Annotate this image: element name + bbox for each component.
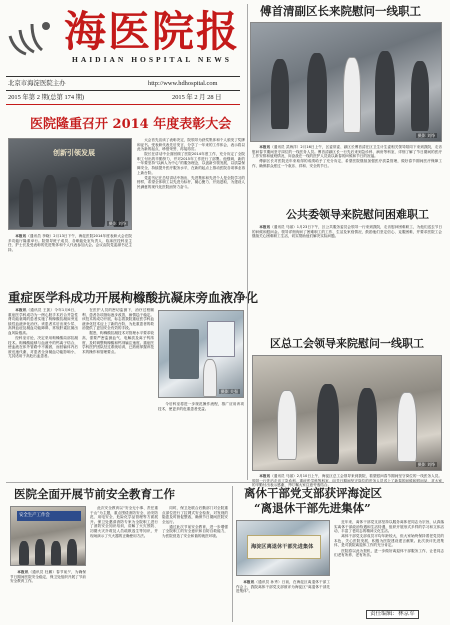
masthead-subtitle-en: HAIDIAN HOSPITAL NEWS — [72, 55, 232, 64]
hospital-logo-icon — [6, 14, 62, 60]
headline-icu: 重症医学科成功开展枸橼酸抗凝床旁血液净化 — [8, 290, 259, 305]
article-icu-body-col3: 今后科室将进一步规范操作流程，推广应用该项技术，使更多的危重患者受益。 — [158, 402, 244, 411]
masthead-website: http://www.hdhospital.com — [148, 80, 218, 87]
masthead-sponsor: 北京市海淀医院主办 — [8, 80, 66, 87]
photo-retirees-plaque — [236, 520, 330, 576]
article-safety-body-col2: 此次安全教育以“安全无小事、责任重于山”为主题，重点围绕消防安全、治安防范、用电安全、危险化学品管理等方面展开。保卫处邀请消防专家为全院职工进行了消防安全知识培训，讲解了火灾预防、初期火灾扑救及人员疏散逃生等知识，并现场演示了灭火器的正确使用方法。 — [90, 506, 158, 538]
headline-retirees-line2: “离退休干部先进集体” — [254, 501, 371, 515]
article-awards-body-col1: 本报讯（通讯员 李晓）2月13日下午，海淀医院2014年度表彰大会在院多功能厅隆重举行。院领导班子成员、各职能处室负责人、临床医技科室主任、护士长及受表彰的先进集体和个人代表参加大会。会议由院党委副书记主持。 — [8, 234, 132, 252]
article-retirees-body-col1: 本报讯（通讯员 孙秀）日前，在海淀区离退休干部工作会上，我院离休干部党支部被评为海淀区“离退休干部先进集体”。 — [236, 580, 330, 594]
headline-visit-union: 区总工会领导来院慰问一线职工 — [270, 337, 424, 350]
masthead-title: 海医院报 — [64, 7, 241, 56]
article-safety-body-col3: 同时，保卫处联合后勤部门对全院重点部位进行了拉网式安全检查，对发现的隐患及时督促整改，确保节日期间医院安全运行。 通过此次节前安全教育，进一步增强了全院职工的安全意识和自防自救能力，为医院营造了安全和谐的就医环境。 — [162, 506, 228, 539]
headline-awards: 医院隆重召开 2014 年度表彰大会 — [30, 117, 232, 132]
photo-visit-fu — [250, 22, 442, 142]
article-visit-committee-body: 本报讯（通讯员 马丽）1月23日下午，区公共服务委员会领导一行来到我院，走访慰问困难职工，为他们送去节日的问候和慰问金。领导详细询问了困难职工的工作、生活及家庭情况，鼓励他们坚定信心、克服困难，并要求医院工会继续关心困难职工生活，切实帮助他们解决实际问题。 — [252, 225, 442, 239]
photo-credit: 摄影 刘铮 — [417, 462, 435, 467]
masthead-rule — [6, 90, 240, 91]
photo-credit: 摄影 刘铮 — [108, 221, 126, 226]
photo-credit: 摄影 刘铮 — [417, 133, 435, 138]
photo-safety — [10, 506, 86, 566]
headline-visit-fu: 傅首清副区长来院慰问一线职工 — [260, 4, 421, 18]
headline-visit-committee: 公共委领导来院慰问困难职工 — [286, 208, 429, 221]
article-icu-body-col2: 在医护人员的密切监测下，治疗过程顺利，患者各项指标逐步改善，病情趋于稳定。该技术的成功开展，标志着我院重症医学科血液净化技术迈上了新的台阶，为危重患者的救治提供了更加安全有效的手段。 据悉，枸橼酸抗凝技术对管理水平要求较高，需要严密监测血气、电解质及离子钙浓度，及时调整枸橼酸和钙剂输注速度。重症医学科医护团队经过系统培训，已熟练掌握该技术的操作和管理要点。 — [82, 308, 154, 354]
photo-caption: 安全生产工作会 — [19, 513, 50, 518]
masthead-rule — [6, 104, 240, 105]
photo-icu — [158, 310, 244, 398]
photo-credit: 摄影 关强 — [220, 389, 238, 394]
issue-number: 2015 年第 2 期(总第 174 期) — [8, 94, 85, 101]
section-divider — [6, 482, 444, 483]
headline-retirees-line1: 离休干部党支部获评海淀区 — [244, 486, 382, 500]
column-divider — [247, 4, 248, 480]
article-safety-body-col1: 本报讯（通讯员 杜鹏）春节前夕，为确保节日期间医院安全稳定，保卫处组织开展了节前安全教育工作。 — [10, 570, 86, 584]
article-visit-fu-body: 本报讯（通讯员 武海洋）2月16日上午，区委常委、副区长傅首清在区卫生计生委相关领导陪同下来到我院，走访慰问春节期间坚守岗位的一线医务人员。傅首清副区长一行先后来到急诊科、病房等科室，详细了解了节日期间的医疗工作安排和值班情况，向奋战在一线的医护人员致以新春的问候和节日的祝福。 傅副区长对医院近年来取得的成绩给予了充分肯定，希望医院继续加强医疗质量管理，做好春节期间医疗保障工作，确保群众度过一个欢乐、祥和、安全的节日。 — [252, 145, 442, 168]
plaque-text: 海淀区离退休干部先进集体 — [251, 544, 314, 550]
editor-credit: 责任编辑：林京军 — [366, 610, 419, 619]
photo-visit-union — [252, 355, 442, 471]
photo-awards — [8, 138, 132, 230]
article-visit-union-body: 本报讯（通讯员 马丽）2月10日上午，海淀区总工会领导来到我院，看望慰问春节期间坚守岗位的一线医务人员。领导一行先后走访了急诊科、重症医学科等科室，向节日期间坚守岗位的医务人员送上了新春的问候和慰问品，对大家的辛勤付出表示感谢，并叮嘱大家注意劳逸结合。 — [252, 474, 442, 488]
issue-date: 2015 年 2 月 28 日 — [172, 94, 222, 101]
article-retirees-body-col2: 近年来，离休干部党支部坚持以服务离休老同志为宗旨，认真落实离休干部政治待遇和生活待遇，组织开展形式多样的学习和文体活动，丰富了老同志的精神文化生活。 离休干部党支部成员平均年龄较大，但大家始终保持着老党员的本色，关心医院发展，积极为医院建设建言献策。此次获评先进集体，是对我院离退休工作的充分肯定。 医院将以此为契机，进一步做好离退休干部服务工作，让老同志们老有所养、老有所乐。 — [334, 520, 444, 558]
article-icu-body-col1: 本报讯（通讯员 王凯）今年1月6日，重症医学科成功为一例心脏手术后合并急性肾功能衰竭的患者实施了枸橼酸抗凝床旁连续性血液净化治疗。该患者术后出现少尿、高钾血症及凝血功能障碍，常规肝素抗凝出血风险极高。 经科室讨论，决定采用枸橼酸局部抗凝技术。枸橼酸能够与血液中的钙离子结合，使血液在体外管路中不凝固，而回输体内后被迅速代谢，对患者全身凝血功能影响小，尤其适用于高危出血患者。 — [8, 308, 78, 359]
column-divider — [232, 486, 233, 622]
photo-banner: 创新引领发展 — [53, 149, 95, 157]
headline-safety: 医院全面开展节前安全教育工作 — [14, 487, 175, 501]
article-awards-body-col2: 大会首先宣读了表彰决定，院领导为获奖集体和个人颁发了奖牌和证书。受表彰代表先后发言，分享了一年来的工作体会，表示将以此为新的起点，珍惜荣誉、再接再厉。 院长在讲话中全面回顾了医院2014年度工作，充分肯定了全院职工付出的辛勤努力，并对2015年工作进行了部署。他强调，新的一年要坚持“以病人为中心”的服务理念，以创新引领发展，以质量保障安全，持续提升医疗服务水平，在新的起点上推动医院各项事业再上新台阶。 党委书记在总结讲话中指出，先进集体和先进个人是全院学习的榜样，希望全体职工以先进为标杆，凝心聚力、开拓进取，为建设人民满意的现代化医院而努力奋斗。 — [137, 138, 245, 189]
masthead-rule — [6, 76, 240, 77]
